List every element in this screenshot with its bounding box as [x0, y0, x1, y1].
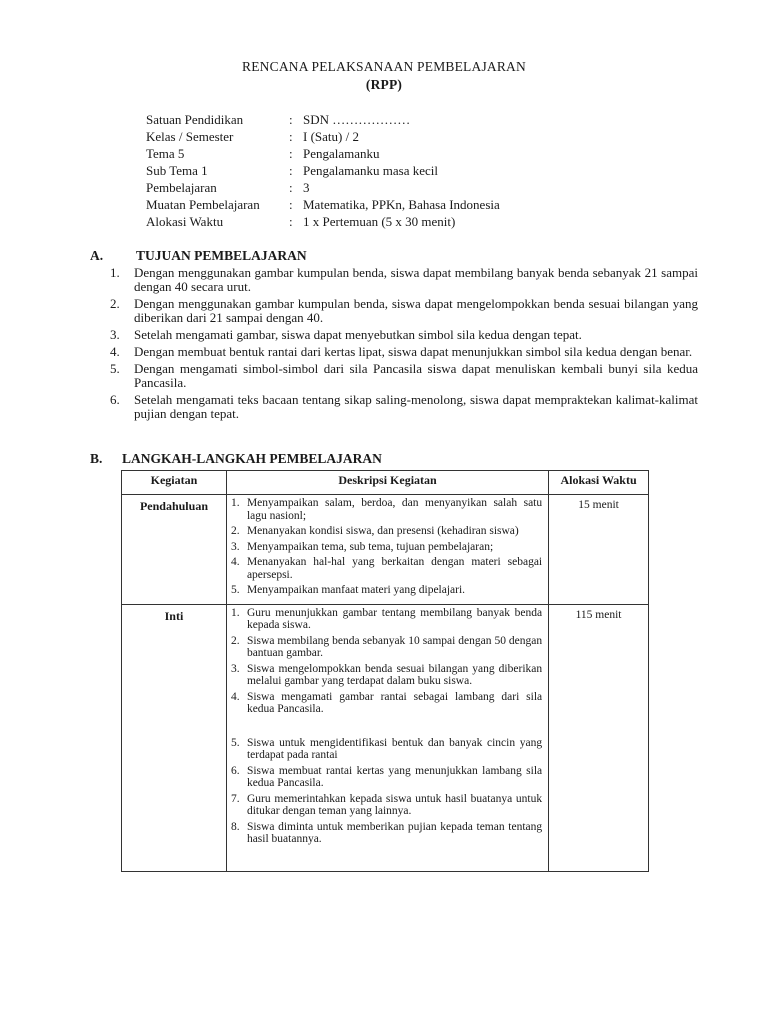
identity-row	[146, 180, 500, 197]
activity-item	[231, 556, 542, 581]
activity-item	[231, 765, 542, 790]
header-kegiatan: Kegiatan	[122, 471, 227, 495]
table-row	[122, 495, 649, 605]
identity-value: Pengalamanku	[303, 146, 380, 161]
objective-text: Dengan menggunakan gambar kumpulan benda, siswa dapat membilang banyak benda sebanyak 21 sampai dengan 40 secara urut.	[134, 265, 698, 294]
objective-item	[110, 266, 698, 294]
identity-colon: :	[289, 163, 293, 178]
identity-colon: :	[289, 112, 293, 127]
identity-label: Tema 5	[146, 146, 185, 161]
activity-text: Menyampaikan manfaat materi yang dipelajari.	[246, 584, 466, 596]
spacer	[231, 719, 542, 737]
section-a-letter: A.	[90, 248, 104, 263]
activity-text: Menanyakan kondisi siswa, dan presensi (kehadiran siswa)	[246, 525, 519, 537]
activity-number: 6.	[230, 764, 240, 777]
identity-row	[146, 112, 500, 129]
activity-text: Siswa membilang benda sebanyak 10 sampai dengan 50 dengan bantuan gambar.	[246, 634, 543, 659]
header-deskripsi: Deskripsi Kegiatan	[226, 471, 548, 495]
activity-item	[231, 525, 542, 538]
objective-text: Dengan membuat bentuk rantai dari kertas lipat, siswa dapat menunjukkan simbol sila kedua dengan benar.	[134, 344, 693, 359]
identity-value: I (Satu) / 2	[303, 129, 359, 144]
identity-colon: :	[289, 146, 293, 161]
activity-number: 5.	[230, 584, 240, 596]
activity-text: Menyampaikan salam, berdoa, dan menyanyikan salah satu lagu nasionl;	[246, 497, 543, 522]
activity-text: Siswa mengamati gambar rantai sebagai lambang dari sila kedua Pancasila.	[246, 690, 543, 715]
activity-number: 5.	[230, 736, 240, 749]
objective-item	[110, 393, 698, 421]
identity-row	[146, 197, 500, 214]
identity-value: 3	[303, 180, 310, 195]
section-b-letter: B.	[90, 451, 103, 466]
activity-text: Menyampaikan tema, sub tema, tujuan pembelajaran;	[246, 540, 494, 553]
time-cell: 115 menit	[549, 604, 649, 871]
activity-number: 3.	[230, 662, 240, 675]
objective-item	[110, 362, 698, 390]
identity-colon: :	[289, 180, 293, 195]
objective-text: Dengan mengamati simbol-simbol dari sila Pancasila siswa dapat menuliskan kembali bunyi sila kedua Pancasila.	[134, 361, 698, 390]
activity-item	[231, 663, 542, 688]
activity-item	[231, 691, 542, 716]
description-cell	[226, 604, 548, 871]
objective-text: Dengan menggunakan gambar kumpulan benda, siswa dapat mengelompokkan benda sesuai bilangan yang diberikan dari 21 sampai dengan 40.	[134, 296, 698, 325]
activity-number: 4.	[230, 690, 240, 703]
header-alokasi: Alokasi Waktu	[549, 471, 649, 495]
activity-item	[231, 793, 542, 818]
activity-number: 4.	[230, 556, 240, 568]
identity-label: Muatan Pembelajaran	[146, 197, 260, 212]
activity-item	[231, 635, 542, 660]
activity-number: 1.	[230, 606, 240, 619]
identity-label: Pembelajaran	[146, 180, 217, 195]
identity-value: Matematika, PPKn, Bahasa Indonesia	[303, 197, 500, 212]
identity-colon: :	[289, 197, 293, 212]
table-row	[122, 604, 649, 871]
objective-item	[110, 328, 698, 342]
activity-item	[231, 541, 542, 554]
objectives-list	[110, 266, 698, 424]
activity-text: Guru memerintahkan kepada siswa untuk hasil buatanya untuk ditukar dengan teman yang lainnya.	[246, 792, 543, 817]
identity-row	[146, 214, 500, 231]
activity-text: Siswa untuk mengidentifikasi bentuk dan banyak cincin yang terdapat pada rantai	[246, 736, 543, 761]
objective-number: 2.	[110, 296, 120, 311]
activity-text: Siswa diminta untuk memberikan pujian kepada teman tentang hasil buatannya.	[246, 820, 543, 845]
objective-item	[110, 297, 698, 325]
identity-colon: :	[289, 129, 293, 144]
activity-number: 1.	[230, 497, 240, 509]
activity-text: Siswa mengelompokkan benda sesuai bilangan yang diberikan melalui gambar yang terdapat dalam buku siswa.	[246, 662, 543, 687]
objective-text: Setelah mengamati teks bacaan tentang sikap saling-menolong, siswa dapat mempraktekan kalimat-kalimat pujian dengan tepat.	[134, 392, 698, 421]
activity-item	[231, 737, 542, 762]
identity-label: Sub Tema 1	[146, 163, 208, 178]
description-cell	[226, 495, 548, 605]
activity-number: 2.	[230, 634, 240, 647]
identity-value: 1 x Pertemuan (5 x 30 menit)	[303, 214, 456, 229]
identity-row	[146, 163, 500, 180]
objective-item	[110, 345, 698, 359]
activity-text: Siswa membuat rantai kertas yang menunjukkan lambang sila kedua Pancasila.	[246, 764, 543, 789]
activity-text: Guru menunjukkan gambar tentang membilang banyak benda kepada siswa.	[246, 606, 543, 631]
activity-item	[231, 497, 542, 522]
identity-row	[146, 146, 500, 163]
stage-cell: Pendahuluan	[122, 495, 227, 605]
objective-number: 5.	[110, 361, 120, 376]
identity-colon: :	[289, 214, 293, 229]
objective-number: 6.	[110, 392, 120, 407]
stage-cell: Inti	[122, 604, 227, 871]
activity-text: Menanyakan hal-hal yang berkaitan dengan materi sebagai apersepsi.	[246, 556, 543, 581]
spacer	[231, 849, 542, 867]
table-header-row	[122, 471, 649, 495]
activity-number: 2.	[230, 525, 240, 537]
objective-number: 1.	[110, 265, 120, 280]
learning-steps-table	[121, 470, 649, 872]
identity-value: Pengalamanku masa kecil	[303, 163, 439, 178]
identity-row	[146, 129, 500, 146]
objective-number: 4.	[110, 344, 120, 359]
identity-label: Satuan Pendidikan	[146, 112, 244, 127]
activity-number: 3.	[230, 540, 240, 553]
identity-block	[146, 112, 500, 231]
activity-number: 8.	[230, 820, 240, 833]
time-cell: 15 menit	[549, 495, 649, 605]
activity-item	[231, 607, 542, 632]
document-subtitle: (RPP)	[365, 77, 403, 92]
document-title: RENCANA PELAKSANAAN PEMBELAJARAN	[242, 59, 526, 74]
activity-item	[231, 821, 542, 846]
identity-label: Kelas / Semester	[146, 129, 234, 144]
section-a-title: TUJUAN PEMBELAJARAN	[136, 248, 307, 263]
section-b-title: LANGKAH-LANGKAH PEMBELAJARAN	[122, 451, 382, 466]
identity-value: SDN ………………	[303, 112, 411, 127]
objective-number: 3.	[110, 327, 120, 342]
objective-text: Setelah mengamati gambar, siswa dapat menyebutkan simbol sila kedua dengan tepat.	[134, 327, 582, 342]
activity-number: 7.	[230, 792, 240, 805]
activity-item	[231, 584, 542, 597]
identity-label: Alokasi Waktu	[146, 214, 224, 229]
